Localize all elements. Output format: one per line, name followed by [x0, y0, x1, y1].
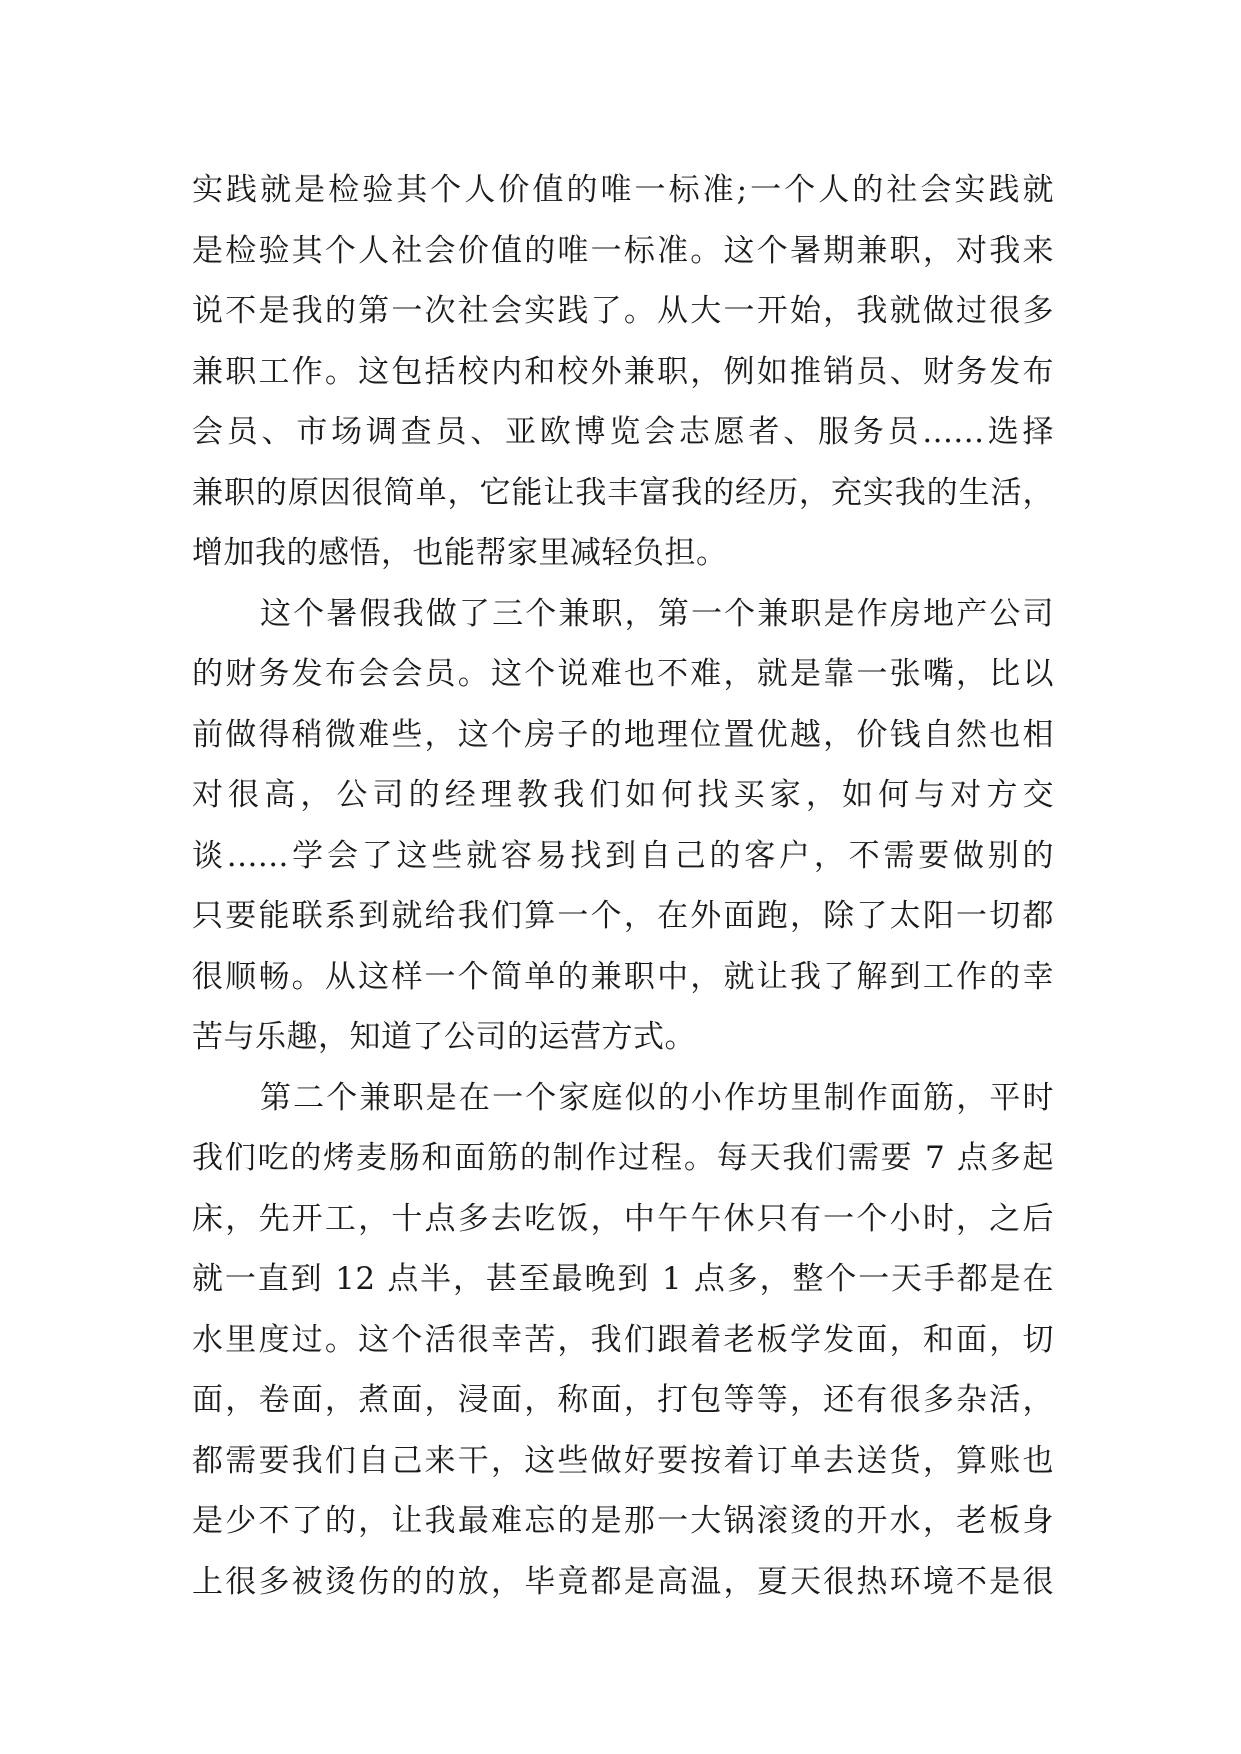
- text-line: 苦与乐趣，知道了公司的运营方式。: [192, 1019, 696, 1055]
- body-text: [192, 160, 1054, 1612]
- text-line: 前做得稍微难些，这个房子的地理位置优越，价钱自然也相: [192, 716, 1054, 753]
- text-line: 说不是我的第一次社会实践了。从大一开始，我就做过很多: [192, 293, 1054, 329]
- text-line: 谈......学会了这些就容易找到自己的客户，不需要做别的: [192, 837, 1054, 874]
- text-line: 是少不了的，让我最难忘的是那一大锅滚烫的开水，老板身: [192, 1503, 1054, 1539]
- text-line: 兼职的原因很简单，它能让我丰富我的经历，充实我的生活，: [192, 474, 1054, 511]
- text-line: 都需要我们自己来干，这些做好要按着订单去送货，算账也: [192, 1442, 1054, 1479]
- text-line: 会员、市场调查员、亚欧博览会志愿者、服务员......选择: [192, 414, 1054, 450]
- text-line: 很顺畅。从这样一个简单的兼职中，就让我了解到工作的幸: [192, 958, 1054, 995]
- text-line: 只要能联系到就给我们算一个，在外面跑，除了太阳一切都: [192, 898, 1054, 934]
- text-line: 增加我的感悟，也能帮家里减轻负担。: [192, 535, 728, 571]
- text-line: 床，先开工，十点多去吃饭，中午午休只有一个小时，之后: [192, 1200, 1054, 1237]
- text-line: 就一直到 12 点半，甚至最晚到 1 点多，整个一天手都是在: [192, 1261, 1054, 1297]
- text-line: 兼职工作。这包括校内和校外兼职，例如推销员、财务发布: [192, 353, 1054, 390]
- paragraph-first-line: 第二个兼职是在一个家庭似的小作坊里制作面筋，平时: [260, 1079, 1054, 1116]
- text-line: 对很高，公司的经理教我们如何找买家，如何与对方交: [192, 777, 1054, 813]
- text-line: 上很多被烫伤的的放，毕竟都是高温，夏天很热环境不是很: [192, 1563, 1054, 1600]
- text-line: 的财务发布会会员。这个说难也不难，就是靠一张嘴，比以: [192, 656, 1054, 692]
- text-line: 实践就是检验其个人价值的唯一标准;一个人的社会实践就: [192, 172, 1054, 208]
- text-line: 我们吃的烤麦肠和面筋的制作过程。每天我们需要 7 点多起: [192, 1140, 1054, 1176]
- text-line: 是检验其个人社会价值的唯一标准。这个暑期兼职，对我来: [192, 232, 1054, 269]
- text-line: 水里度过。这个活很幸苦，我们跟着老板学发面，和面，切: [192, 1321, 1054, 1358]
- text-line: 面，卷面，煮面，浸面，称面，打包等等，还有很多杂活，: [192, 1382, 1054, 1418]
- paragraph-first-line: 这个暑假我做了三个兼职，第一个兼职是作房地产公司: [260, 595, 1054, 632]
